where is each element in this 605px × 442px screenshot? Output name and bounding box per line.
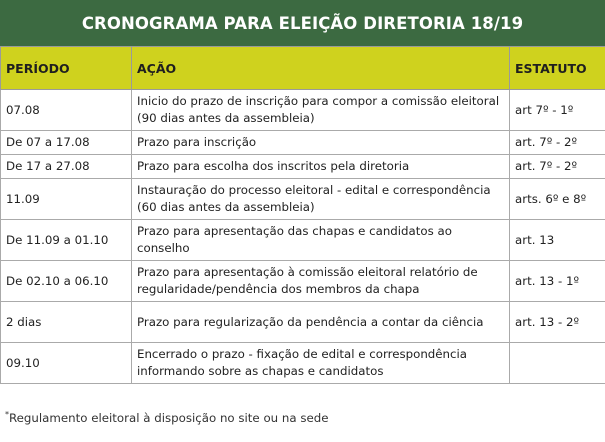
statute-cell <box>510 343 605 384</box>
footnote-text: Regulamento eleitoral à disposição no site ou na sede <box>9 411 329 425</box>
table-row <box>1 155 605 179</box>
period-cell: 2 dias <box>1 302 132 343</box>
footnote-marker: * <box>5 410 9 419</box>
statute-cell: art. 7º - 2º <box>510 131 605 155</box>
statute-cell: art. 7º - 2º <box>510 155 605 179</box>
action-cell: Prazo para escolha dos inscritos pela diretoria <box>132 155 510 179</box>
action-cell: Instauração do processo eleitoral - edital e correspondência (60 dias antes da assembleia) <box>132 179 510 220</box>
table-row <box>1 261 605 302</box>
table-row <box>1 131 605 155</box>
title-bar <box>0 0 605 46</box>
header-statute: ESTATUTO <box>510 47 605 90</box>
action-cell: Prazo para apresentação à comissão eleitoral relatório de regularidade/pendência dos membros da chapa <box>132 261 510 302</box>
period-cell: 07.08 <box>1 90 132 131</box>
table-row <box>1 179 605 220</box>
period-cell: 09.10 <box>1 343 132 384</box>
action-cell: Inicio do prazo de inscrição para compor a comissão eleitoral (90 dias antes da assembleia) <box>132 90 510 131</box>
table-row <box>1 220 605 261</box>
action-cell: Prazo para regularização da pendência a contar da ciência <box>132 302 510 343</box>
action-cell: Prazo para apresentação das chapas e candidatos ao conselho <box>132 220 510 261</box>
header-period: PERÍODO <box>1 47 132 90</box>
table-row <box>1 302 605 343</box>
statute-cell: art. 13 <box>510 220 605 261</box>
header-row <box>1 47 605 90</box>
statute-cell: art. 13 - 2º <box>510 302 605 343</box>
action-cell: Encerrado o prazo - fixação de edital e correspondência informando sobre as chapas e candidatos <box>132 343 510 384</box>
statute-cell: arts. 6º e 8º <box>510 179 605 220</box>
table-row <box>1 90 605 131</box>
header-action: AÇÃO <box>132 47 510 90</box>
document-title: CRONOGRAMA PARA ELEIÇÃO DIRETORIA 18/19 <box>81 13 524 33</box>
table-row <box>1 343 605 384</box>
statute-cell: art. 13 - 1º <box>510 261 605 302</box>
footnote <box>5 410 329 425</box>
period-cell: 11.09 <box>1 179 132 220</box>
action-cell: Prazo para inscrição <box>132 131 510 155</box>
schedule-table <box>0 46 605 384</box>
period-cell: De 02.10 a 06.10 <box>1 261 132 302</box>
period-cell: De 17 a 27.08 <box>1 155 132 179</box>
statute-cell: art 7º - 1º <box>510 90 605 131</box>
period-cell: De 07 a 17.08 <box>1 131 132 155</box>
period-cell: De 11.09 a 01.10 <box>1 220 132 261</box>
